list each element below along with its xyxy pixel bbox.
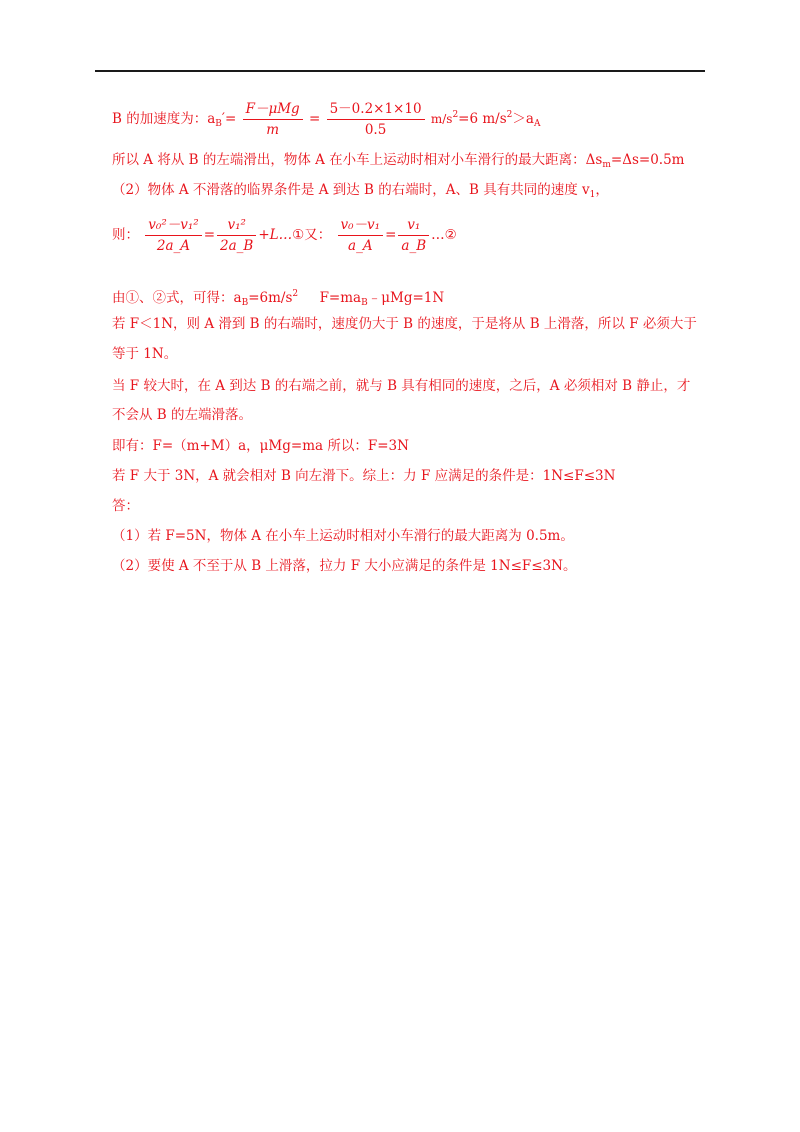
line-answer-2: （2）要使 A 不至于从 B 上滑落，拉力 F 大小应满足的条件是 1N≤F≤3N。: [112, 558, 577, 574]
fraction-eq2-left: [338, 216, 384, 255]
line-no-slide-left: 不会从 B 的左端滑落。: [112, 407, 253, 423]
fraction-numerator: F－μMg: [243, 100, 303, 120]
sub-b: B: [215, 119, 222, 129]
line-slide-off-left: [112, 151, 684, 174]
sub-m: m: [602, 160, 611, 170]
line-f-less-1n: 若 F＜1N，则 A 滑到 B 的右端时，速度仍大于 B 的速度，于是将从 B 上滑落，所以 F 必须大于: [112, 316, 697, 332]
text-value: =6m/s: [248, 290, 293, 306]
unit-text: m/s: [430, 112, 453, 126]
fraction-eq1-left: [145, 216, 201, 255]
fraction-denominator: 0.5: [364, 122, 387, 138]
fraction-eq1-right: [217, 216, 256, 255]
compare-text: ＞a: [512, 111, 534, 127]
fraction-denominator: m: [266, 122, 280, 138]
sub-b: B: [241, 298, 249, 308]
line-part2-condition: [112, 181, 609, 204]
text-body: 所以 A 将从 B 的左端滑出，物体 A 在小车上运动时相对小车滑行的最大距离：Δs: [112, 152, 603, 168]
line-equations: [112, 216, 457, 255]
fraction-denominator: a_B: [401, 238, 427, 254]
sub-1: 1: [589, 190, 596, 200]
fraction-numerator: v₀－v₁: [338, 216, 384, 236]
mark-1: ①又：: [292, 227, 332, 243]
fraction-numerator: v₁²: [217, 216, 256, 236]
line-f-3n: 即有：F=（m+M）a，μMg=ma 所以：F=3N: [112, 438, 409, 454]
equals-sign: =: [385, 227, 397, 243]
sub-a: A: [533, 119, 541, 129]
sup-2: 2: [292, 289, 299, 299]
line-solve: [112, 285, 444, 312]
equals-sign: =: [308, 111, 321, 127]
fraction-eq2-right: [398, 216, 429, 255]
text-tail: =Δs=0.5m: [610, 152, 685, 168]
fraction-numerator: 5－0.2×1×10: [327, 100, 425, 120]
text-body: （2）物体 A 不滑落的临界条件是 A 到达 B 的右端时，A、B 具有共同的速度 v: [112, 182, 590, 198]
fraction-numerator: v₁: [398, 216, 429, 236]
text-prime-eq: ′=: [221, 111, 237, 127]
value-text: =6 m/s: [458, 111, 507, 127]
header-rule: [95, 70, 705, 72]
line-ge-1n: 等于 1N。: [112, 346, 178, 362]
line-answer-1: （1）若 F=5N，物体 A 在小车上运动时相对小车滑行的最大距离为 0.5m。: [112, 528, 574, 544]
mark-2: …②: [431, 227, 457, 243]
text-tail: ，: [595, 182, 609, 198]
sup-2: 2: [506, 110, 513, 120]
fraction-denominator: 2a_A: [156, 238, 191, 254]
sup-2: 2: [452, 110, 459, 120]
text-b-accel-label: B 的加速度为：a: [112, 111, 216, 127]
text-then: 则：: [112, 227, 139, 243]
line-f-large: 当 F 较大时，在 A 到达 B 的右端之前，就与 B 具有相同的速度，之后，A 必须相对 B 静止，才: [112, 378, 691, 394]
line-condition-summary: 若 F 大于 3N，A 就会相对 B 向左滑下。综上：力 F 应满足的条件是：1N≤F≤3N: [112, 468, 616, 484]
line-answer-label: 答：: [112, 498, 139, 514]
text-force: F=ma: [298, 290, 362, 306]
line-b-acceleration: [112, 100, 540, 139]
equals-sign: =: [203, 227, 216, 243]
fraction-denominator: 2a_B: [220, 238, 254, 254]
fraction-numeric: [327, 100, 425, 139]
fraction-numerator: v₀²－v₁²: [145, 216, 201, 236]
plus-l: +L…: [258, 227, 293, 243]
fraction-force-over-mass: [243, 100, 303, 139]
text-force-tail: ﹣μMg=1N: [367, 290, 445, 306]
fraction-denominator: a_A: [348, 238, 373, 254]
sub-b: B: [361, 298, 368, 308]
text-body: 由①、②式，可得：a: [112, 290, 242, 306]
